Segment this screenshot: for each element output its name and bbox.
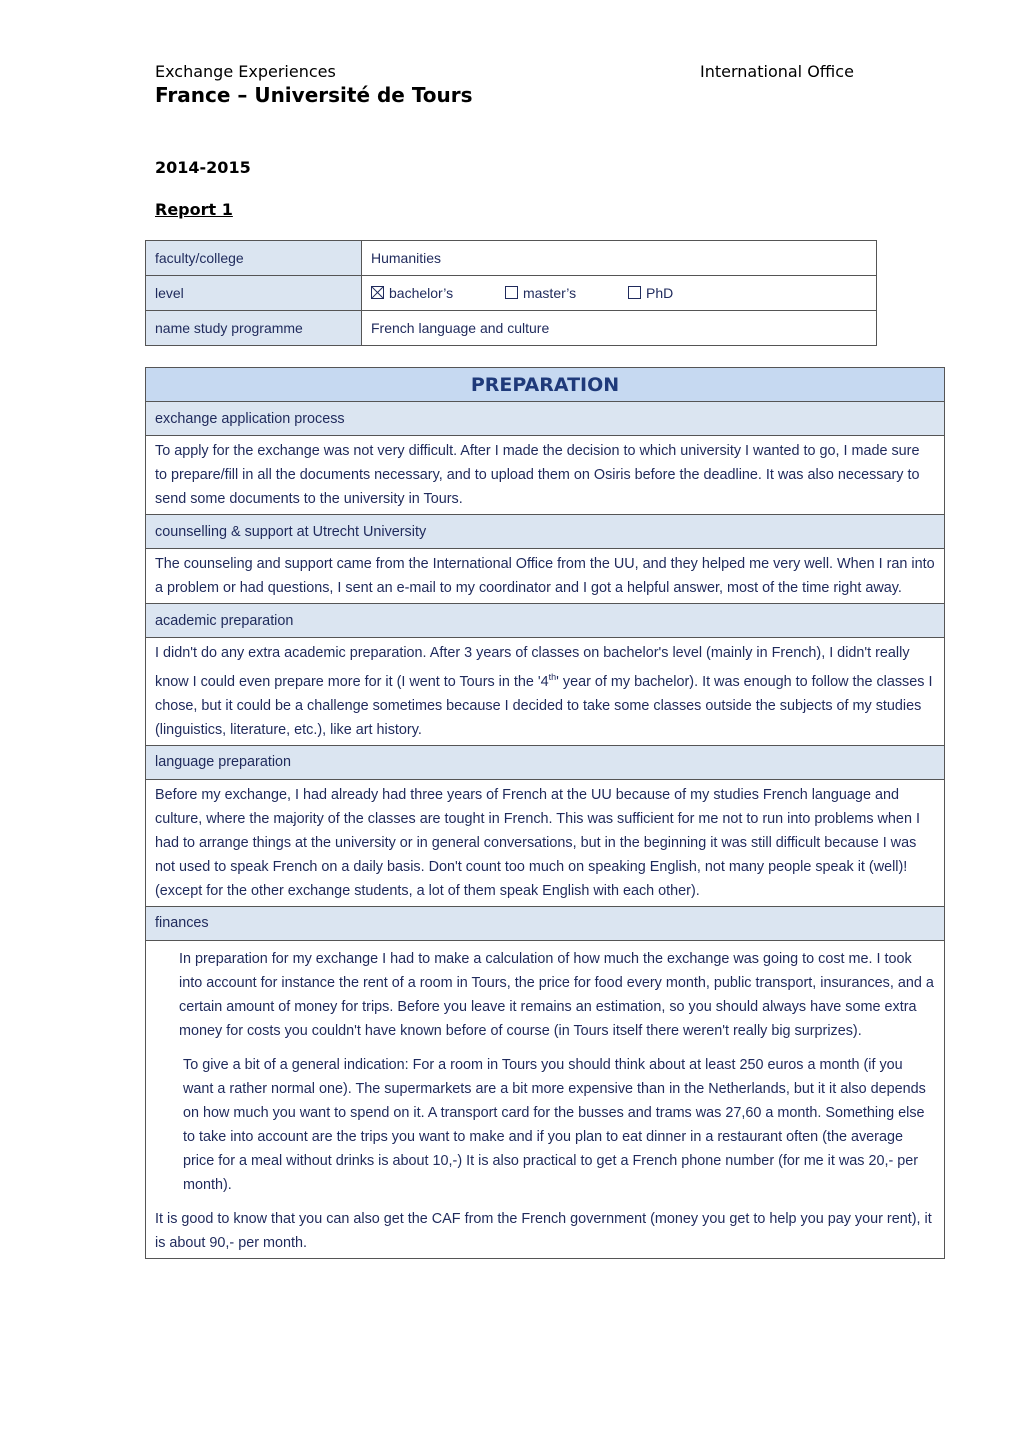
section-heading: academic preparation: [146, 604, 945, 638]
preparation-table: [145, 367, 945, 1259]
section-text: [146, 940, 945, 1258]
programme-value: French language and culture: [362, 311, 877, 346]
section-heading: exchange application process: [146, 402, 945, 436]
faculty-label: faculty/college: [146, 241, 362, 276]
report-number: Report 1: [155, 200, 233, 219]
academic-year: 2014-2015: [155, 158, 251, 177]
table-row: [146, 276, 877, 311]
section-text: Before my exchange, I had already had three years of French at the UU because of my studies French language and culture, where the majority of the classes are tought in French. This was sufficient for me not to run into problems when I had to arrange things at the university or in general conversations, but in the beginning it was still difficult because I was not used to speak French on a daily basis. Don't count too much on speaking English, not many people speak it (well)! (except for the other exchange students, a lot of them speak English with each other).: [146, 779, 945, 906]
header-left: Exchange Experiences: [155, 62, 336, 81]
paragraph: To give a bit of a general indication: For a room in Tours you should think about at least 250 euros a month (if you want a rather normal one). The supermarkets are a bit more expensive than in the Netherlands, but it it also depends on how much you want to spend on it. A transport card for the busses and trams was 27,60 a month. Something else to take into account are the trips you want to make and if you plan to eat dinner in a restaurant often (the average price for a meal without drinks is about 10,-) It is also practical to get a French phone number (for me it was 20,- per month).: [183, 1056, 926, 1193]
level-option-phd[interactable]: PhD: [628, 285, 673, 301]
level-label: level: [146, 276, 362, 311]
section-text: To apply for the exchange was not very difficult. After I made the decision to which university I wanted to go, I made sure to prepare/fill in all the documents necessary, and to upload them on Osiris before the deadline. It was also necessary to send some documents to the university in Tours.: [146, 436, 945, 515]
info-table: [145, 240, 877, 346]
section-text: The counseling and support came from the International Office from the UU, and they helped me very well. When I ran into a problem or had questions, I sent an e-mail to my coordinator and I got a helpful answer, most of the time right away.: [146, 549, 945, 604]
level-option-master[interactable]: master’s: [505, 285, 576, 301]
level-options: [362, 276, 877, 311]
checkbox-icon[interactable]: [628, 286, 641, 299]
header-right: International Office: [700, 62, 854, 81]
table-row: [146, 311, 877, 346]
paragraph: It is good to know that you can also get the CAF from the French government (money you get to help you pay your rent), it is about 90,- per month.: [155, 1210, 932, 1251]
section-heading: language preparation: [146, 745, 945, 779]
document-title: France – Université de Tours: [155, 83, 473, 107]
checkbox-icon[interactable]: [505, 286, 518, 299]
paragraph: In preparation for my exchange I had to make a calculation of how much the exchange was going to cost me. I took into account for instance the rent of a room in Tours, the price for food every month, public transport, insurances, and a certain amount of money for trips. Before you leave it remains an estimation, so you should always have some extra money for costs you couldn't have known before of course (in Tours itself there weren't really big surprizes).: [179, 950, 934, 1039]
faculty-value: Humanities: [362, 241, 877, 276]
level-option-bachelor[interactable]: bachelor’s: [371, 285, 453, 301]
section-heading: counselling & support at Utrecht University: [146, 515, 945, 549]
programme-label: name study programme: [146, 311, 362, 346]
checkbox-checked-icon[interactable]: [371, 286, 384, 299]
section-title: PREPARATION: [146, 368, 945, 402]
section-text: I didn't do any extra academic preparation. After 3 years of classes on bachelor's level (mainly in French), I didn't really know I could even prepare more for it (I went to Tours in the '4th' year of my bachelor). It was enough to follow the classes I chose, but it could be a challenge sometimes because I decided to take some classes outside the subjects of my studies (linguistics, literature, etc.), like art history.: [146, 638, 945, 746]
table-row: [146, 241, 877, 276]
section-heading: finances: [146, 906, 945, 940]
